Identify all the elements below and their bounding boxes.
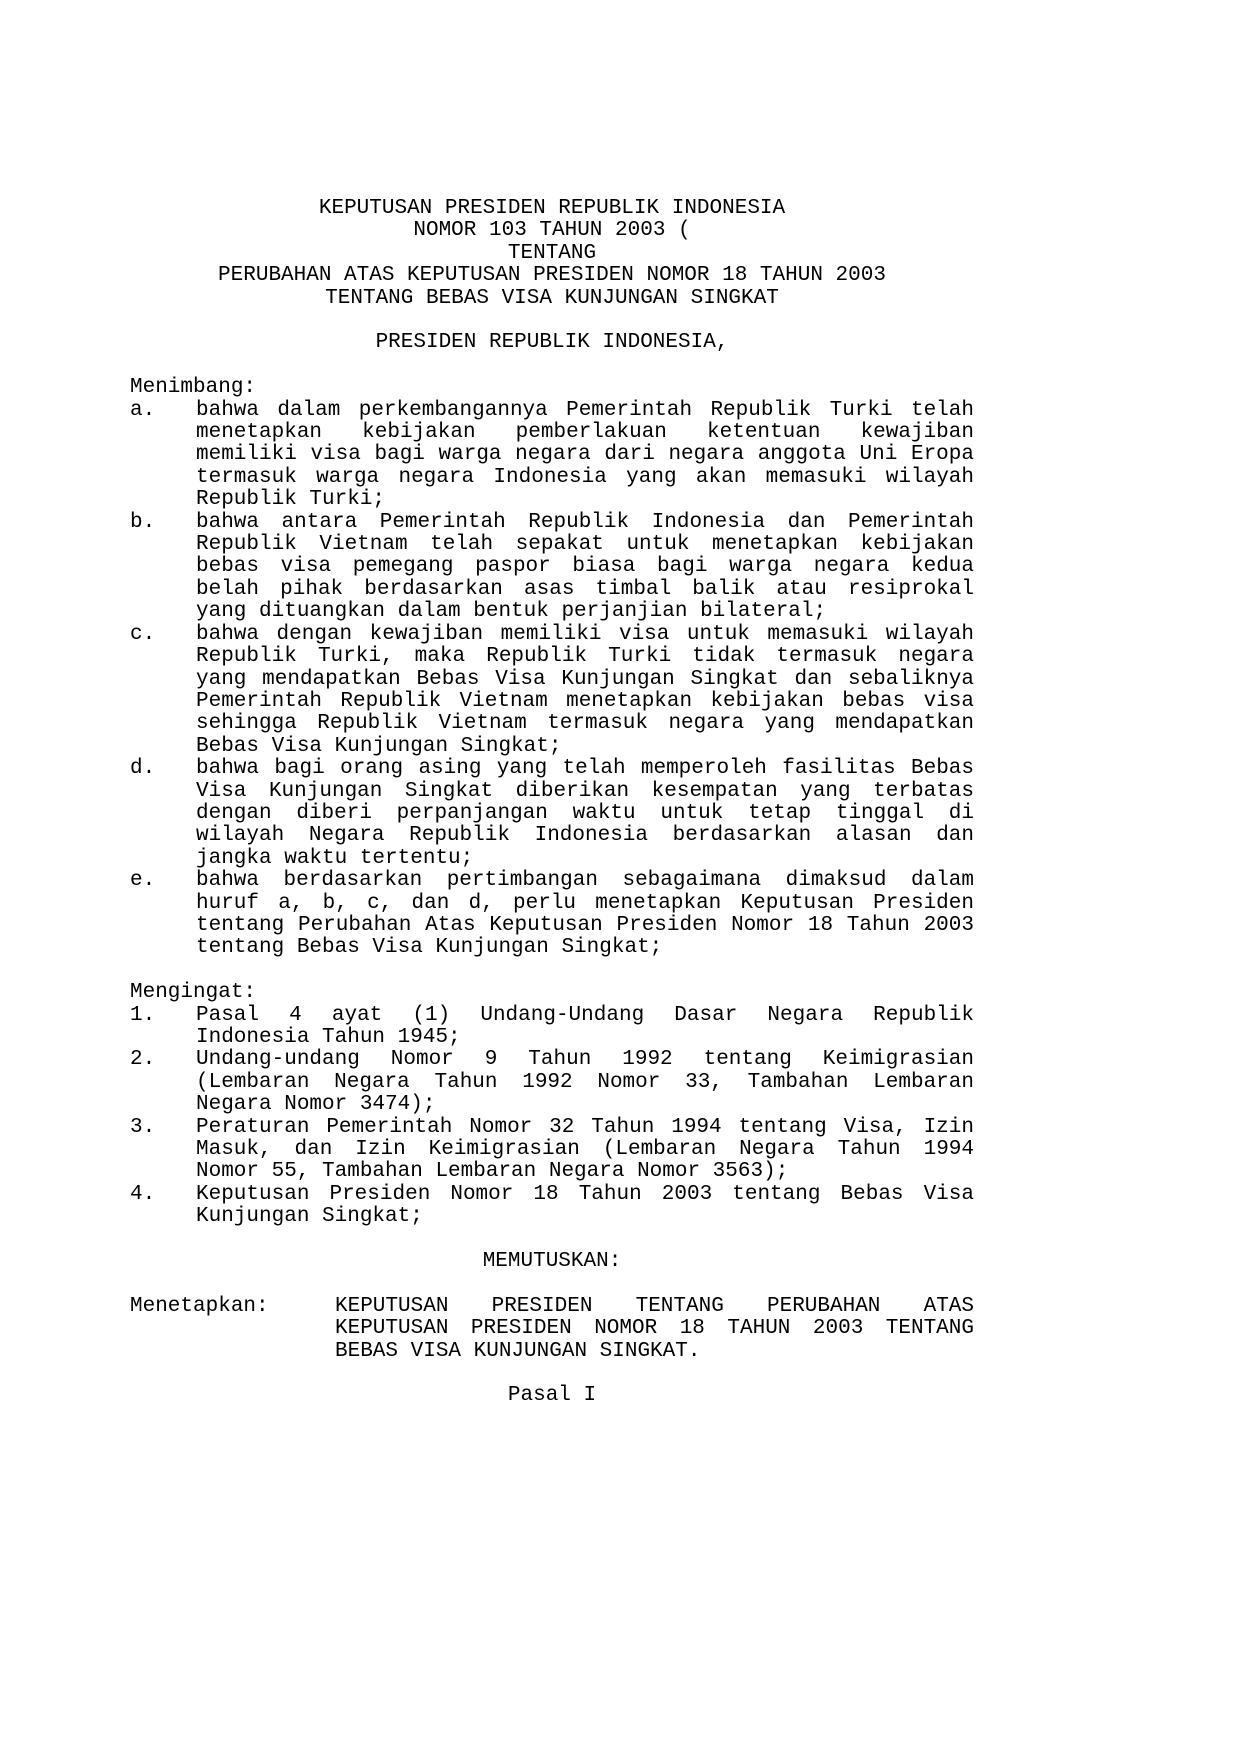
item-marker: b. xyxy=(130,510,156,534)
item-marker: 3. xyxy=(130,1115,156,1139)
item-text: bahwa dalam perkembangannya Pemerintah Republik Turki telah menetapkan kebijakan pemberlakuan ketentuan kewajiban memiliki visa bagi warga negara dari negara anggota Uni Eropa termasuk warga negara Indonesia yang akan memasuki wilayah Republik Turki; xyxy=(196,398,974,512)
menetapkan-label: Menetapkan: xyxy=(130,1294,269,1318)
memutuskan-heading: MEMUTUSKAN: xyxy=(482,1250,622,1274)
menimbang-item-c xyxy=(130,624,974,758)
menimbang-item-b xyxy=(130,512,974,624)
menetapkan-block xyxy=(130,1296,974,1363)
menimbang-item-e xyxy=(130,870,974,960)
issuer-line: PRESIDEN REPUBLIK INDONESIA, xyxy=(375,331,729,355)
item-marker: 1. xyxy=(130,1003,156,1027)
mengingat-item-1 xyxy=(130,1005,974,1050)
document-title xyxy=(130,198,974,310)
item-text: Peraturan Pemerintah Nomor 32 Tahun 1994 tentang Visa, Izin Masuk, dan Izin Keimigrasian (Lembaran Negara Tahun 1994 Nomor 55, Tambahan Lembaran Negara Nomor 3563); xyxy=(196,1115,974,1184)
title-line-4: PERUBAHAN ATAS KEPUTUSAN PRESIDEN NOMOR 18 TAHUN 2003 xyxy=(218,264,886,288)
mengingat-item-4 xyxy=(130,1184,974,1229)
menimbang-list xyxy=(130,400,974,960)
item-text: Keputusan Presiden Nomor 18 Tahun 2003 tentang Bebas Visa Kunjungan Singkat; xyxy=(196,1182,974,1229)
item-marker: 2. xyxy=(130,1048,156,1072)
item-text: Pasal 4 ayat (1) Undang-Undang Dasar Negara Republik Indonesia Tahun 1945; xyxy=(196,1003,974,1049)
menimbang-item-d xyxy=(130,758,974,870)
mengingat-label: Mengingat: xyxy=(130,981,257,1005)
item-marker: 4. xyxy=(130,1182,156,1206)
item-text: bahwa dengan kewajiban memiliki visa untuk memasuki wilayah Republik Turki, maka Republik Turki tidak termasuk negara yang mendapatkan Bebas Visa Kunjungan Singkat dan sebaliknya Pemerintah Republik Vietnam menetapkan kebijakan bebas visa sehingga Republik Vietnam termasuk negara yang mendapatkan Bebas Visa Kunjungan Singkat; xyxy=(196,622,974,758)
item-marker: e. xyxy=(130,869,156,893)
title-line-5: TENTANG BEBAS VISA KUNJUNGAN SINGKAT xyxy=(325,286,779,310)
title-line-1: KEPUTUSAN PRESIDEN REPUBLIK INDONESIA xyxy=(318,197,786,220)
title-line-2: NOMOR 103 TAHUN 2003 ( xyxy=(413,219,691,243)
menimbang-label: Menimbang: xyxy=(130,376,257,400)
item-text: bahwa berdasarkan pertimbangan sebagaimana dimaksud dalam huruf a, b, c, dan d, perlu menetapkan Keputusan Presiden tentang Perubahan Atas Keputusan Presiden Nomor 18 Tahun 2003 tentang Bebas Visa Kunjungan Singkat; xyxy=(196,869,974,960)
mengingat-item-2 xyxy=(130,1049,974,1116)
menimbang-item-a xyxy=(130,400,974,512)
item-text: bahwa bagi orang asing yang telah memperoleh fasilitas Bebas Visa Kunjungan Singkat diberikan kesempatan yang terbatas dengan diberi perpanjangan waktu untuk tetap tinggal di wilayah Negara Republik Indonesia berdasarkan alasan dan jangka waktu tertentu; xyxy=(196,757,974,870)
item-text: Undang-undang Nomor 9 Tahun 1992 tentang Keimigrasian (Lembaran Negara Tahun 1992 Nomor 33, Tambahan Lembaran Negara Nomor 3474); xyxy=(196,1048,974,1117)
menetapkan-text: KEPUTUSAN PRESIDEN TENTANG PERUBAHAN ATAS KEPUTUSAN PRESIDEN NOMOR 18 TAHUN 2003 TENTANG BEBAS VISA KUNJUNGAN SINGKAT. xyxy=(335,1294,974,1363)
mengingat-item-3 xyxy=(130,1117,974,1184)
mengingat-list xyxy=(130,1005,974,1229)
item-text: bahwa antara Pemerintah Republik Indonesia dan Pemerintah Republik Vietnam telah sepakat untuk menetapkan kebijakan bebas visa pemegang paspor biasa bagi warga negara kedua belah pihak berdasarkan asas timbal balik atau resiprokal yang dituangkan dalam bentuk perjanjian bilateral; xyxy=(196,510,974,624)
title-line-3: TENTANG xyxy=(507,241,597,265)
pasal-heading: Pasal I xyxy=(507,1384,597,1408)
item-marker: c. xyxy=(130,622,156,646)
item-marker: d. xyxy=(130,757,156,781)
item-marker: a. xyxy=(130,398,156,422)
